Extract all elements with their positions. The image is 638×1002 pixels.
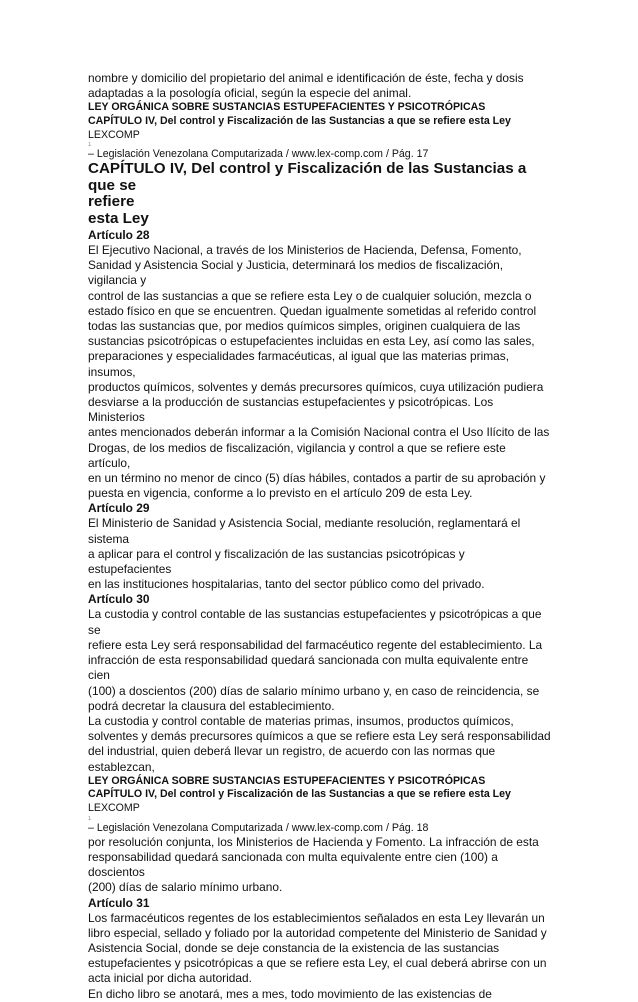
text-line: puesta en vigencia, conforme a lo previsto en el artículo 209 de esta Ley. [88, 486, 473, 501]
text-line: sustancias psicotrópicas o estupefacientes incluidas en esta Ley, así como las sales, [88, 334, 535, 349]
text-line: Los farmacéuticos regentes de los establecimientos señalados en esta Ley llevarán un [88, 910, 545, 925]
chapter-heading: CAPÍTULO IV, Del control y Fiscalización de las Sustancias a que se refiere esta Ley [88, 115, 511, 127]
text-line: (200) días de salario mínimo urbano. [88, 880, 283, 895]
text-line: La custodia y control contable de materias primas, insumos, productos químicos, [88, 713, 514, 728]
footnote-marker: 1 [88, 815, 92, 822]
text-line: podrá decretar la clausura del establecimiento. [88, 698, 335, 713]
document-page [88, 71, 551, 1002]
article-30 [88, 592, 551, 774]
text-line: en un término no menor de cinco (5) días hábiles, contados a partir de su aprobación y [88, 471, 546, 486]
text-line: La custodia y control contable de las sustancias estupefacientes y psicotrópicas a que se [88, 607, 542, 637]
chapter-title [88, 161, 551, 227]
text-line: En dicho libro se anotará, mes a mes, todo movimiento de las existencias de [88, 986, 492, 1001]
chapter-title-line: CAPÍTULO IV, Del control y Fiscalización de las Sustancias a que se [88, 160, 527, 194]
article-title: Artículo 29 [88, 501, 150, 516]
text-line: estupefacientes y psicotrópicas a que se refiere esta Ley, el cual deberá abrirse con un [88, 956, 547, 971]
text-line: a aplicar para el control y fiscalización de las sustancias psicotrópicas y estupefacientes [88, 546, 465, 577]
text-line: El Ejecutivo Nacional, a través de los Ministerios de Hacienda, Defensa, Fomento, [88, 243, 522, 258]
continuation-paragraph [88, 835, 551, 896]
article-title: Artículo 30 [88, 592, 150, 607]
text-line: Asistencia Social, donde se deje constancia de la existencia de las sustancias [88, 940, 500, 955]
text-line: en las instituciones hospitalarias, tanto del sector público como del privado. [88, 577, 485, 592]
law-title: LEY ORGÁNICA SOBRE SUSTANCIAS ESTUPEFACIENTES Y PSICOTRÓPICAS [88, 774, 486, 787]
text-line: nombre y domicilio del propietario del animal e identificación de éste, fecha y dosis [88, 71, 524, 85]
text-line: control de las sustancias a que se refiere esta Ley o de cualquier solución, mezcla o [88, 288, 532, 303]
text-line: Sanidad y Asistencia Social y Justicia, determinará los medios de fiscalización, vigilancia y [88, 258, 504, 288]
article-31 [88, 896, 551, 1002]
article-29 [88, 501, 551, 592]
text-line: adaptadas a la posología oficial, según la especie del animal. [88, 86, 412, 101]
text-line: desviarse a la producción de sustancias estupefacientes y psicotrópicas. Los Ministerios [88, 395, 494, 425]
law-title: LEY ORGÁNICA SOBRE SUSTANCIAS ESTUPEFACIENTES Y PSICOTRÓPICAS [88, 101, 486, 114]
text-line: responsabilidad quedará sancionada con multa equivalente entre cien (100) a doscientos [88, 849, 498, 880]
text-line: Drogas, de los medios de fiscalización, vigilancia y control a que se refiere este artículo, [88, 440, 506, 470]
text-line: (100) a doscientos (200) días de salario mínimo urbano y, en caso de reincidencia, se [88, 683, 540, 698]
page-footer: – Legislación Venezolana Computarizada / www.lex-comp.com / Pág. 17 [88, 148, 429, 161]
chapter-title-line: refiere [88, 193, 135, 211]
footnote-marker: 1 [88, 142, 92, 149]
text-line: estado físico en que se encuentren. Quedan igualmente sometidas al referido control [88, 303, 537, 318]
text-line: acta inicial por dicha autoridad. [88, 971, 252, 986]
article-title: Artículo 31 [88, 895, 150, 910]
text-line: por resolución conjunta, los Ministerios de Hacienda y Fomento. La infracción de esta [88, 834, 539, 849]
text-line: antes mencionados deberán informar a la Comisión Nacional contra el Uso Ilícito de las [88, 425, 550, 440]
text-line: todas las sustancias que, por medios químicos simples, originen cualquiera de las [88, 319, 521, 334]
page-footer: – Legislación Venezolana Computarizada / www.lex-comp.com / Pág. 18 [88, 821, 429, 834]
text-line: solventes y demás precursores químicos a que se refiere esta Ley será responsabilidad [88, 729, 551, 744]
article-title: Artículo 28 [88, 228, 150, 243]
intro-paragraph [88, 71, 551, 101]
running-header-page-17 [88, 101, 551, 161]
text-line: infracción de esta responsabilidad quedará sancionada con multa equivalente entre cien [88, 653, 529, 683]
text-line: del industrial, quien deberá llevar un registro, de acuerdo con las normas que establezcan, [88, 744, 496, 774]
text-line: preparaciones y especialidades farmacéuticas, al igual que las materias primas, insumos, [88, 349, 510, 379]
publisher-name: LEXCOMP [88, 128, 140, 141]
chapter-title-line: esta Ley [88, 209, 149, 227]
publisher-name: LEXCOMP [88, 801, 140, 814]
text-line: productos químicos, solventes y demás precursores químicos, cuya utilización pudiera [88, 379, 544, 394]
article-28 [88, 228, 551, 501]
text-line: refiere esta Ley será responsabilidad del farmacéutico regente del establecimiento. La [88, 637, 543, 652]
chapter-heading: CAPÍTULO IV, Del control y Fiscalización de las Sustancias a que se refiere esta Ley [88, 788, 511, 801]
text-line: libro especial, sellado y foliado por la autoridad competente del Ministerio de Sanidad y [88, 925, 547, 940]
text-line: El Ministerio de Sanidad y Asistencia Social, mediante resolución, reglamentará el sistema [88, 516, 521, 546]
